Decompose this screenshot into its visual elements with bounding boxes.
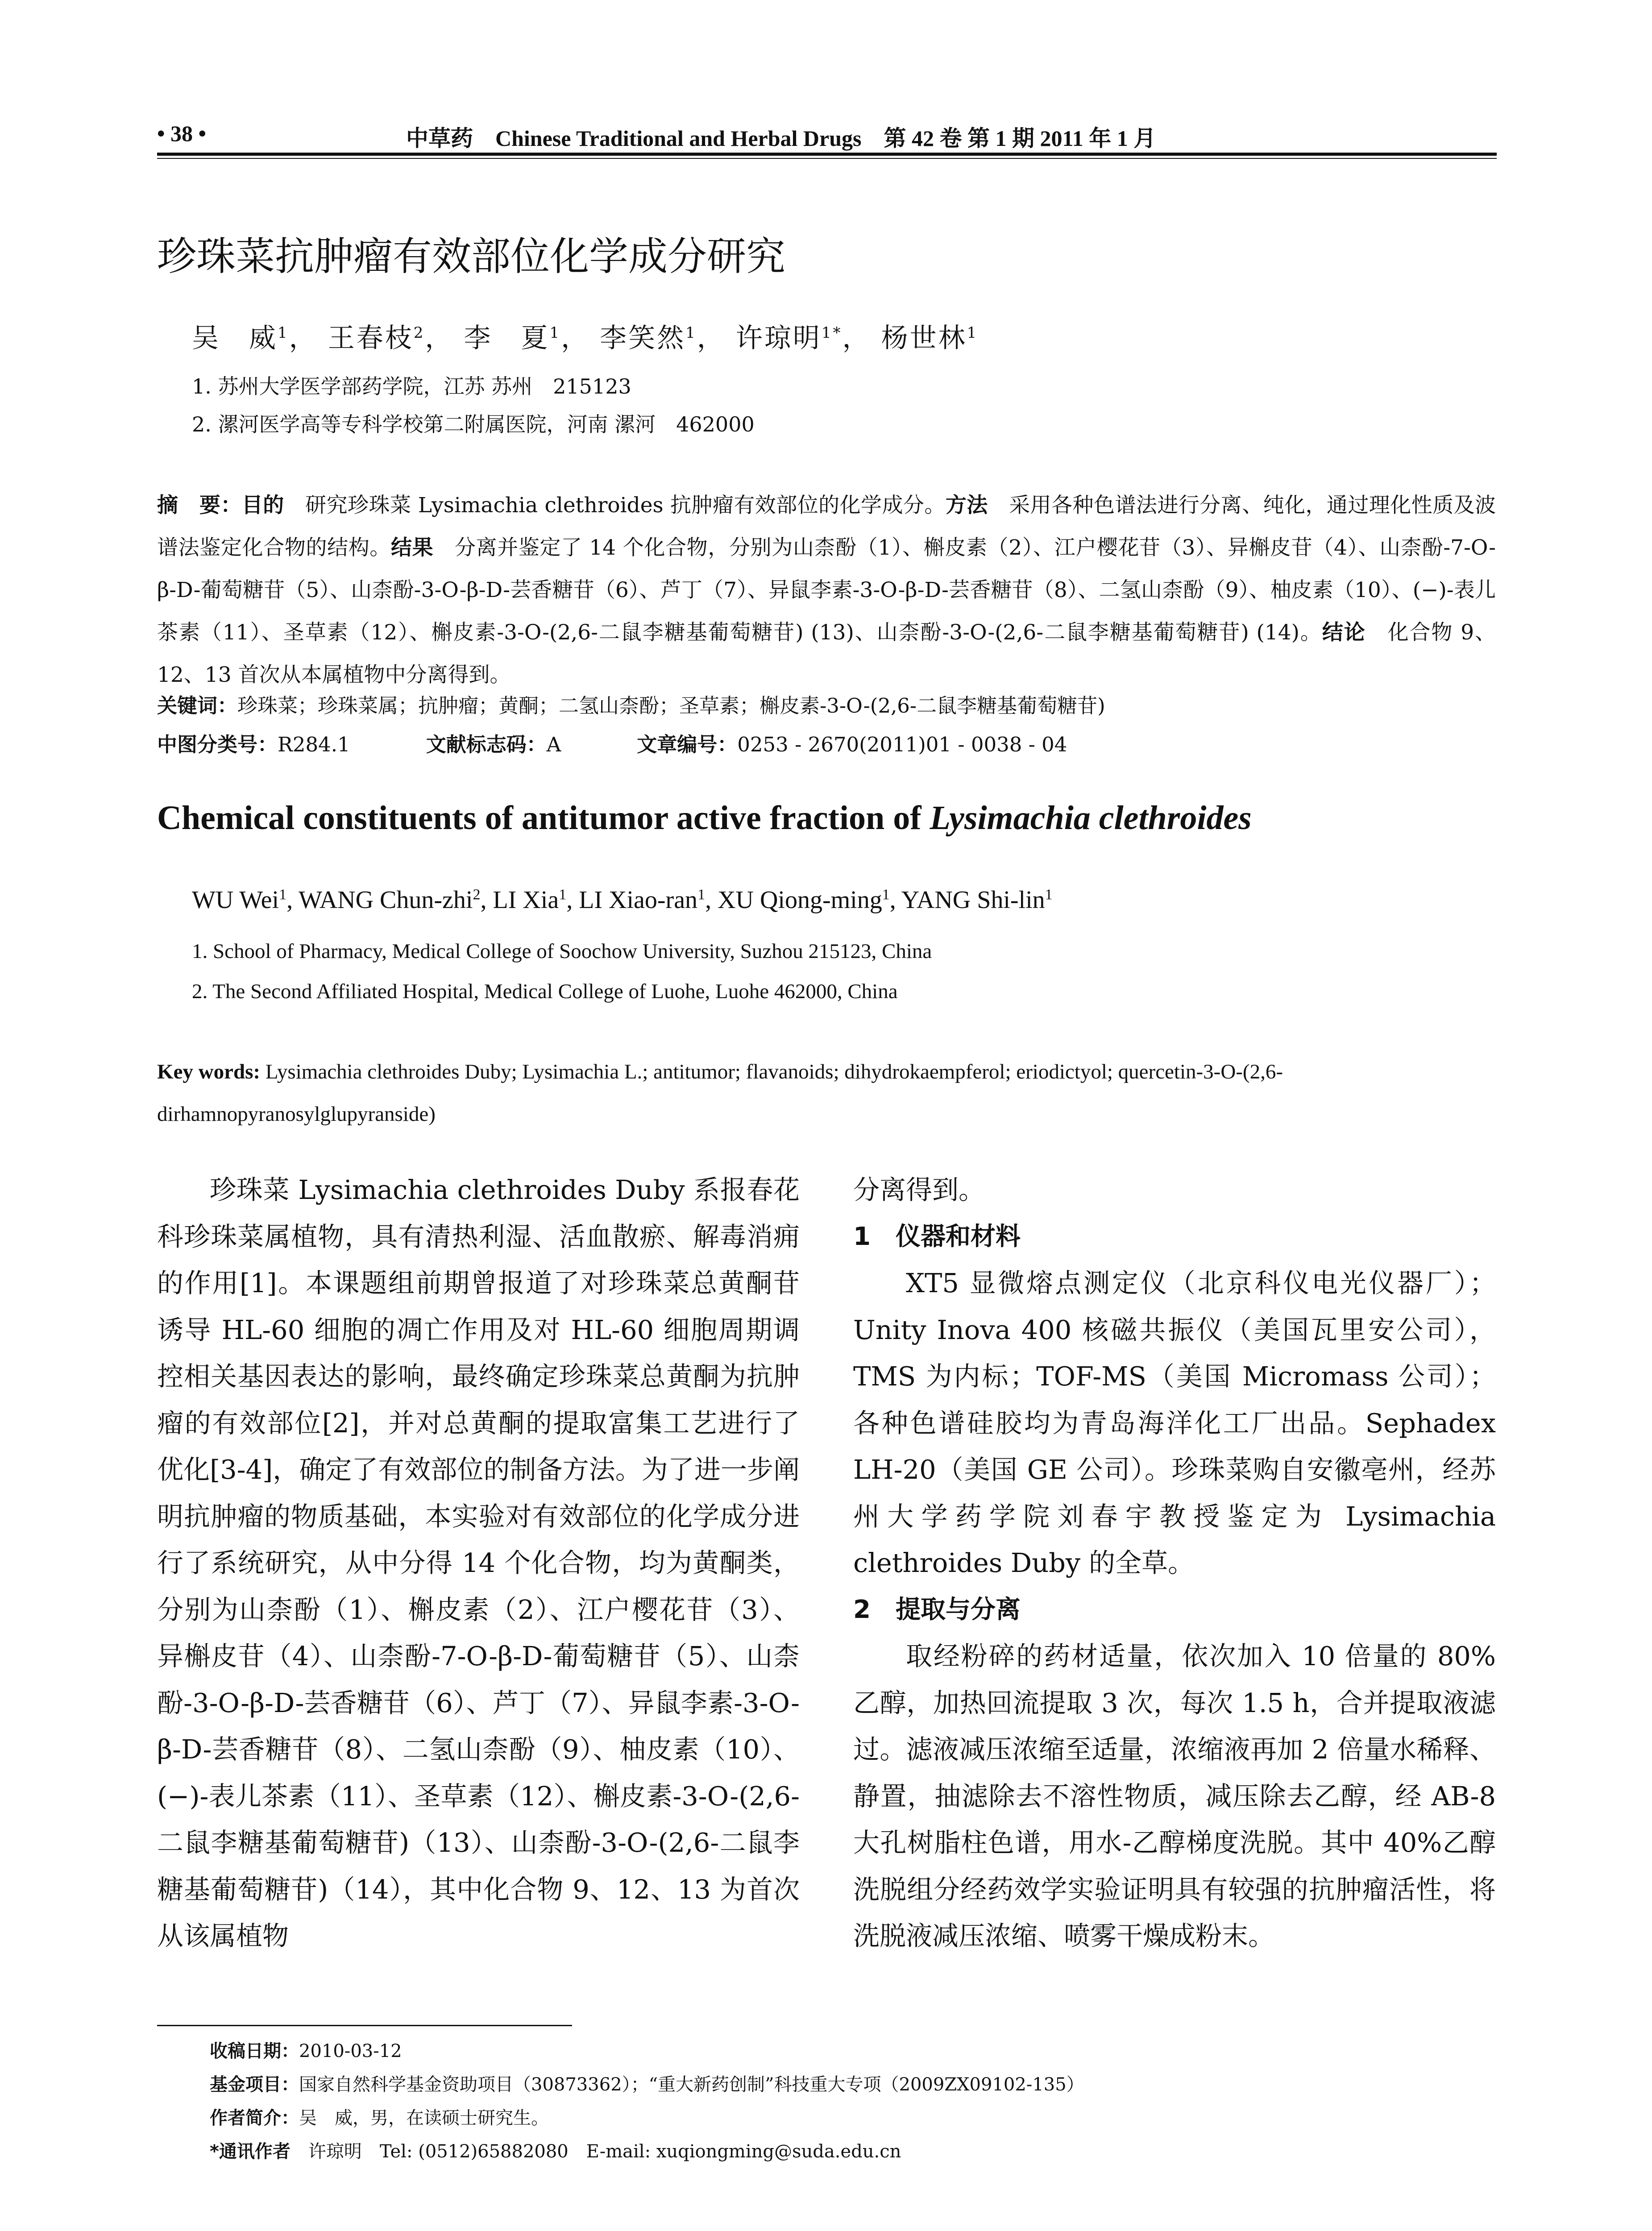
author-sup: 2	[473, 886, 481, 903]
author-sup: 1	[549, 324, 561, 342]
author-cn: 许琼明	[735, 323, 822, 354]
keywords-en-label: Key words:	[157, 1060, 261, 1083]
article-label: 文章编号：	[637, 733, 738, 756]
section-2-title: 2 提取与分离	[853, 1595, 1021, 1624]
intro-paragraph: 珍珠菜 Lysimachia clethroides Duby 系报春花科珍珠菜属植物，具有清热利湿、活血散瘀、解毒消痈的作用[1]。本课题组前期曾报道了对珍珠菜总黄酮苷诱导 HL-60 细胞的凋亡作用及对 HL-60 细胞周期调控相关基因表达的影响，最终确定珍珠菜总黄酮为抗肿瘤的有效部位[2]，并对总黄酮的提取富集工艺进行了优化[3-4]，确定了有效部位的制备方法。为了进一步阐明抗肿瘤的物质基础，本实验对有效部位的化学成分进行了系统研究，从中分得 14 个化合物，均为黄酮类，分别为山柰酚（1）、槲皮素（2）、江户樱花苷（3）、异槲皮苷（4）、山柰酚-7-O-β-D-葡萄糖苷（5）、山柰酚-3-O-β-D-芸香糖苷（6）、芦丁（7）、异鼠李素-3-O-β-D-芸香糖苷（8）、二氢山柰酚（9）、柚皮素（10）、(−)-表儿茶素（11）、圣草素（12）、槲皮素-3-O-(2,6-二鼠李糖基葡萄糖苷)（13）、山柰酚-3-O-(2,6-二鼠李糖基葡萄糖苷)（14），其中化合物 9、12、13 为首次从该属植物	[157, 1174, 800, 1951]
clc-value: R284.1	[278, 733, 350, 756]
result-label: 结果	[391, 535, 434, 560]
author-en: YANG Shi-lin	[901, 886, 1045, 914]
affiliation-en-1: 1. School of Pharmacy, Medical College of Soochow University, Suzhou 215123, China	[192, 940, 932, 963]
corr-label: *通讯作者	[210, 2141, 291, 2162]
author-en: WU Wei	[192, 886, 279, 914]
author-sup: 1	[278, 324, 289, 342]
keywords-cn-text: 珍珠菜；珍珠菜属；抗肿瘤；黄酮；二氢山柰酚；圣草素；槲皮素-3-O-(2,6-二鼠李糖基葡萄糖苷)	[237, 694, 1105, 717]
doc-value: A	[546, 733, 561, 756]
objective-label: 目的	[241, 493, 284, 518]
method-label: 方法	[945, 493, 988, 518]
footnote-corresponding	[210, 2137, 901, 2163]
received-value: 2010-03-12	[299, 2041, 402, 2061]
abstract-label: 摘 要：	[157, 493, 242, 518]
corr-value: 许琼明 Tel: (0512)65882080 E-mail: xuqiongming@suda.edu.cn	[308, 2141, 901, 2162]
footnote-rule	[157, 2025, 572, 2026]
abstract-cn	[157, 484, 1496, 696]
author-cn: 杨世林	[881, 323, 967, 354]
footnote-fund	[210, 2070, 1084, 2096]
author-sup: 1	[685, 324, 697, 342]
objective-text: 研究珍珠菜 Lysimachia clethroides 抗肿瘤有效部位的化学成分。	[305, 493, 946, 518]
author-en: LI Xiao-ran	[579, 886, 698, 914]
author-sup: 1	[279, 886, 287, 903]
body-column-right	[853, 1167, 1496, 1960]
title-en-plain: Chemical constituents of antitumor active fraction of	[157, 799, 930, 837]
doc-label: 文献标志码：	[426, 733, 547, 756]
clc-label: 中图分类号：	[157, 733, 278, 756]
conclusion-text: 化合物 9、12、13 首次从本属植物中分离得到。	[157, 620, 1496, 687]
author-sup: 2	[413, 324, 425, 342]
author-list-en: WU Wei$^1$, WANG Chun-zhi$^2$, LI Xia$^1$, LI Xiao-ran$^1$, XU Qiong-ming$^1$, YANG Shi-lin$^1$	[192, 886, 1053, 914]
author-cn: 李 夏	[464, 323, 550, 354]
keywords-en-text: Lysimachia clethroides Duby; Lysimachia L.; antitumor; flavanoids; dihydrokaempferol; eriodictyol; quercetin-3-O-(2,6-dirhamnopyranosylglupyranside)	[157, 1060, 1283, 1126]
classification-line	[157, 728, 1067, 757]
author-sup: 1	[1045, 886, 1053, 903]
footnote-received	[210, 2037, 402, 2062]
author-sup: 1*	[821, 324, 843, 342]
author-cn: 吴 威	[192, 323, 278, 354]
author-cn: 王春枝	[328, 323, 414, 354]
author-list-cn: 吴 威$^1$， 王春枝$^2$， 李 夏$^1$， 李笑然$^1$， 许琼明$^{1*}$， 杨世林$^1$	[192, 323, 979, 354]
affiliation-cn-2: 2. 漯河医学高等专科学校第二附属医院，河南 漯河 462000	[192, 412, 755, 436]
article-title-en	[157, 799, 1252, 838]
author-en: WANG Chun-zhi	[299, 886, 473, 914]
section-2-text: 取经粉碎的药材适量，依次加入 10 倍量的 80% 乙醇，加热回流提取 3 次，每次 1.5 h，合并提取液滤过。滤液减压浓缩至适量，浓缩液再加 2 倍量水稀释、静置，抽滤除去不溶性物质，减压除去乙醇，经 AB-8 大孔树脂柱色谱，用水-乙醇梯度洗脱。其中 40%乙醇洗脱组分经药效学实验证明具有较强的抗肿瘤活性，将洗脱液减压浓缩、喷雾干燥成粉末。	[853, 1641, 1496, 1951]
author-en: LI Xia	[493, 886, 559, 914]
journal-header: 中草药 Chinese Traditional and Herbal Drugs 第 42 卷 第 1 期 2011 年 1 月	[406, 126, 1156, 151]
fund-value: 国家自然科学基金资助项目（30873362）；“重大新药创制”科技重大专项（2009ZX09102-135）	[299, 2074, 1084, 2095]
author-bio-value: 吴 威，男，在读硕士研究生。	[299, 2108, 549, 2128]
article-title-cn: 珍珠菜抗肿瘤有效部位化学成分研究	[157, 233, 786, 279]
author-en: XU Qiong-ming	[718, 886, 882, 914]
keywords-en	[157, 1051, 1496, 1136]
keywords-cn-label: 关键词：	[157, 694, 238, 717]
affiliation-en-2: 2. The Second Affiliated Hospital, Medical College of Luohe, Luohe 462000, China	[192, 980, 898, 1003]
header-rule	[157, 153, 1497, 156]
title-en-italic: Lysimachia clethroides	[930, 799, 1252, 837]
page-number: • 38 •	[157, 121, 207, 146]
author-sup: 1	[967, 324, 979, 342]
affiliation-cn-1: 1. 苏州大学医学部药学院，江苏 苏州 215123	[192, 374, 631, 398]
method-text: 采用各种色谱法进行分离、纯化，通过理化性质及波谱法鉴定化合物的结构。	[157, 493, 1496, 560]
author-bio-label: 作者简介：	[210, 2108, 299, 2128]
keywords-cn	[157, 689, 1105, 718]
section-1-title: 1 仪器和材料	[853, 1222, 1021, 1251]
received-label: 收稿日期：	[210, 2041, 299, 2061]
author-cn: 李笑然	[600, 323, 686, 354]
conclusion-label: 结论	[1322, 620, 1366, 645]
author-sup: 1	[697, 886, 706, 903]
article-value: 0253 - 2670(2011)01 - 0038 - 04	[737, 733, 1067, 756]
fund-label: 基金项目：	[210, 2074, 299, 2095]
author-sup: 1	[559, 886, 567, 903]
footnote-author	[210, 2104, 549, 2129]
header-rule-thin	[157, 158, 1497, 159]
intro-continuation: 分离得到。	[853, 1174, 985, 1205]
result-text: 分离并鉴定了 14 个化合物，分别为山柰酚（1）、槲皮素（2）、江户樱花苷（3）、异槲皮苷（4）、山柰酚-7-O-β-D-葡萄糖苷（5）、山柰酚-3-O-β-D-芸香糖苷（6）、芦丁（7）、异鼠李素-3-O-β-D-芸香糖苷（8）、二氢山柰酚（9）、柚皮素（10）、(−)-表儿茶素（11）、圣草素（12）、槲皮素-3-O-(2,6-二鼠李糖基葡萄糖苷) (13)、山柰酚-3-O-(2,6-二鼠李糖基葡萄糖苷) (14)。	[157, 535, 1496, 645]
section-1-text: XT5 显微熔点测定仪（北京科仪电光仪器厂）；Unity Inova 400 核磁共振仪（美国瓦里安公司），TMS 为内标；TOF-MS（美国 Micromass 公司）；各种色谱硅胶均为青岛海洋化工厂出品。Sephadex LH-20（美国 GE 公司）。珍珠菜购自安徽亳州，经苏州大学药学院刘春宇教授鉴定为 Lysimachia clethroides Duby 的全草。	[853, 1268, 1496, 1578]
body-column-left	[157, 1167, 800, 1960]
author-sup: 1	[882, 886, 890, 903]
